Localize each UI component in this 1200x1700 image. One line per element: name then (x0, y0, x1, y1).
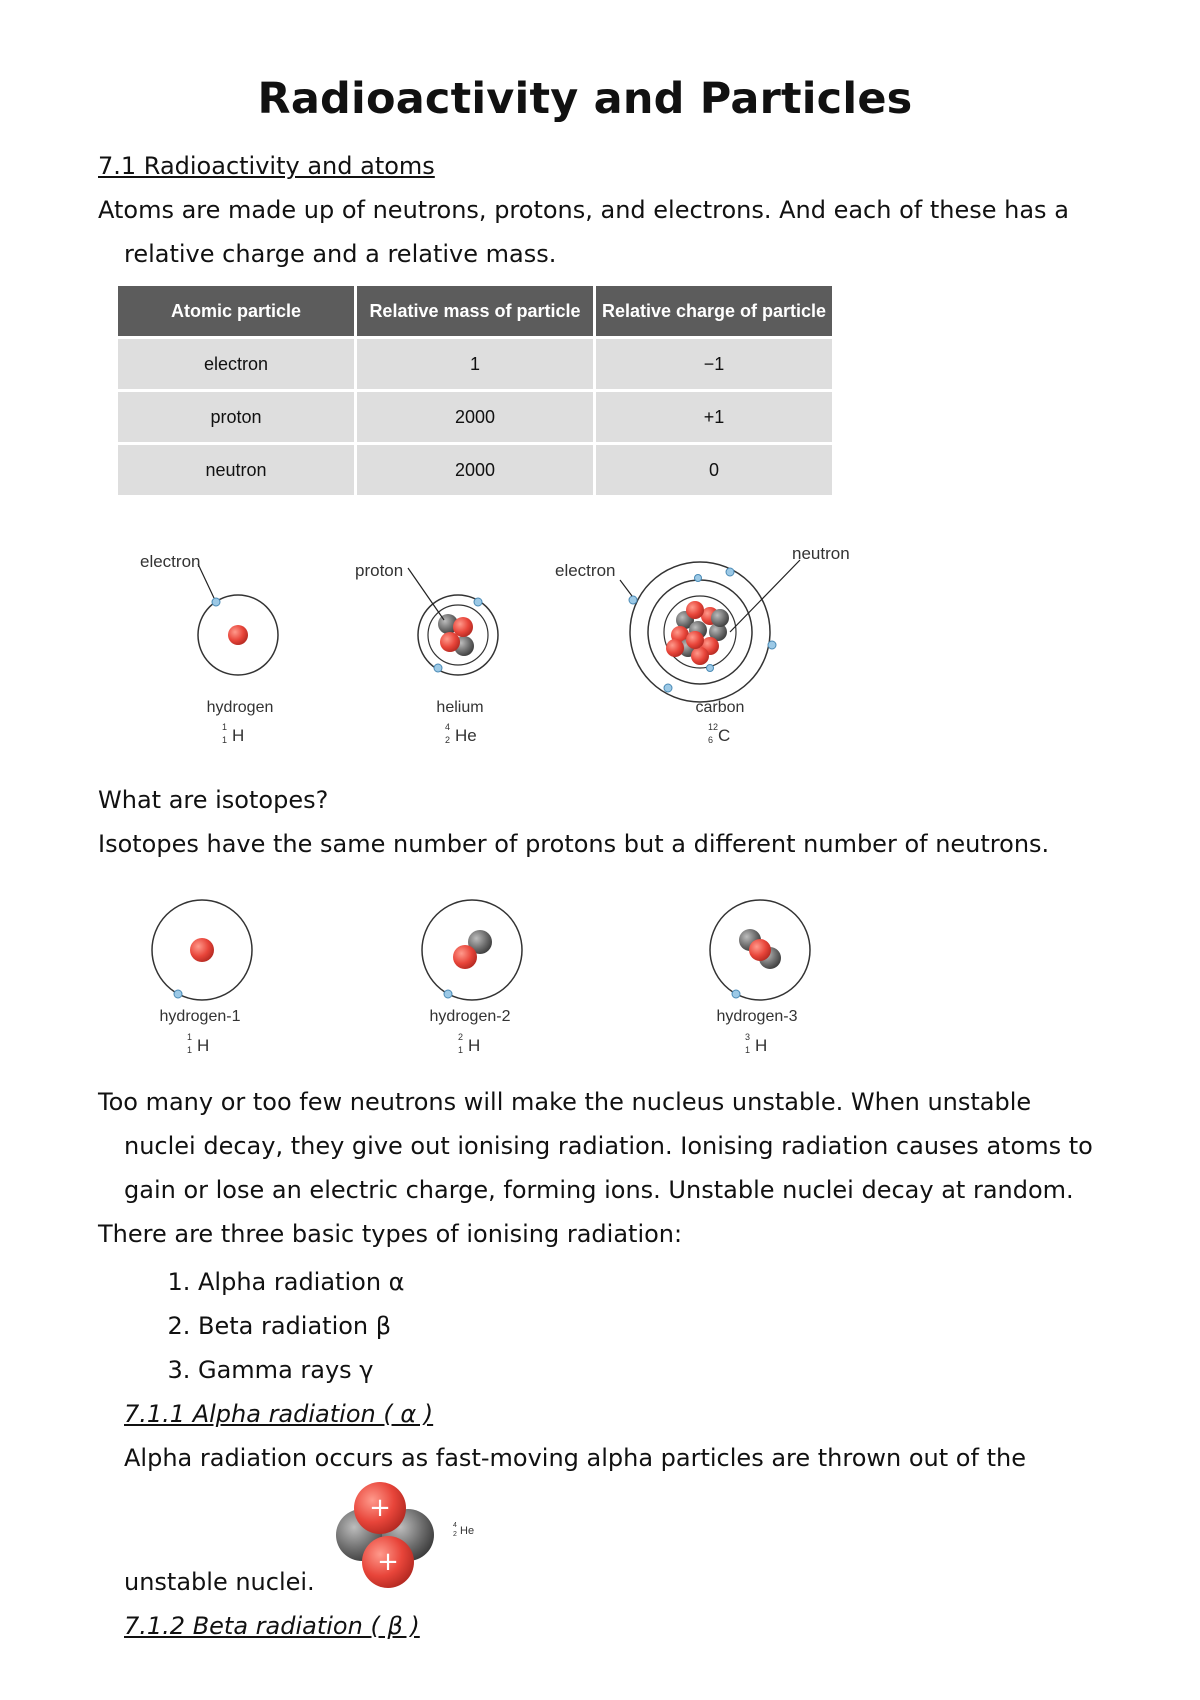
element-symbol: He (455, 726, 477, 745)
atomic-number: 6 (708, 735, 714, 745)
table-cell: −1 (596, 339, 832, 389)
table-cell: 1 (357, 339, 593, 389)
svg-text:+: + (369, 1493, 391, 1523)
table-header-row (118, 286, 832, 336)
alpha-heading: 7.1.1 Alpha radiation ( α ) (124, 1400, 434, 1428)
isotopes-answer: Isotopes have the same number of protons but a different number of neutrons. (98, 830, 1050, 858)
decay-text-line-2: nuclei decay, they give out ionising radiation. Ionising radiation causes atoms to (124, 1132, 1093, 1160)
label-proton: proton (355, 561, 404, 580)
table-cell: neutron (118, 445, 354, 495)
element-symbol: H (755, 1036, 768, 1055)
beta-heading: 7.1.2 Beta radiation ( β ) (124, 1612, 420, 1640)
intro-text-line-1: Atoms are made up of neutrons, protons, and electrons. And each of these has a (98, 196, 1069, 224)
symbol-carbon (708, 722, 731, 746)
symbol-hydrogen-3 (745, 1032, 768, 1056)
atomic-number: 2 (445, 735, 451, 745)
hydrogen-3-atom (710, 900, 810, 1000)
atom-structure-diagram (120, 520, 880, 760)
section-heading: 7.1 Radioactivity and atoms (98, 152, 435, 180)
table-row (118, 339, 832, 389)
decay-text-line-1: Too many or too few neutrons will make the nucleus unstable. When unstable (98, 1088, 1032, 1116)
list-item: 3. Gamma rays γ (198, 1348, 404, 1392)
hydrogen-1-atom (152, 900, 252, 1000)
mass-number: 1 (187, 1032, 193, 1042)
table-cell: +1 (596, 392, 832, 442)
atomic-number: 1 (187, 1045, 193, 1055)
helium-atom (408, 568, 498, 675)
table-cell: 2000 (357, 445, 593, 495)
page-title: Radioactivity and Particles (257, 74, 913, 124)
isotope-name: hydrogen-3 (716, 1008, 798, 1025)
label-neutron: neutron (792, 544, 850, 563)
radiation-types-intro: There are three basic types of ionising radiation: (98, 1220, 683, 1248)
table-header: Relative charge of particle (596, 286, 832, 336)
alpha-text: Alpha radiation occurs as fast-moving alpha particles are thrown out of the (124, 1444, 1026, 1472)
atom-name-helium: helium (436, 699, 484, 716)
table-row (118, 445, 832, 495)
element-symbol: He (460, 1525, 475, 1537)
atom-name-hydrogen: hydrogen (206, 699, 274, 716)
symbol-hydrogen-2 (458, 1032, 481, 1056)
radiation-types-list (160, 1260, 404, 1392)
atomic-number: 1 (222, 735, 228, 745)
element-symbol: H (468, 1036, 481, 1055)
alpha-text-end: unstable nuclei. (124, 1568, 315, 1596)
table-row (118, 392, 832, 442)
list-item: 1. Alpha radiation α (198, 1260, 404, 1304)
mass-number: 4 (453, 1522, 457, 1529)
table-cell: 0 (596, 445, 832, 495)
label-electron: electron (555, 561, 616, 580)
carbon-atom (620, 560, 800, 702)
label-electron: electron (140, 552, 201, 571)
symbol-helium-alpha (453, 1519, 475, 1538)
mass-number: 12 (708, 722, 719, 732)
mass-number: 2 (458, 1032, 464, 1042)
table-cell: proton (118, 392, 354, 442)
atomic-number: 2 (453, 1531, 457, 1538)
element-symbol: C (718, 726, 731, 745)
hydrogen-2-atom (422, 900, 522, 1000)
hydrogen-atom (198, 564, 278, 675)
svg-text:+: + (377, 1547, 399, 1577)
symbol-helium (445, 722, 477, 746)
mass-number: 3 (745, 1032, 751, 1042)
mass-number: 4 (445, 722, 451, 732)
element-symbol: H (197, 1036, 210, 1055)
mass-number: 1 (222, 722, 228, 732)
table-cell: electron (118, 339, 354, 389)
table-header: Atomic particle (118, 286, 354, 336)
alpha-particle-diagram (330, 1480, 450, 1600)
table-header: Relative mass of particle (357, 286, 593, 336)
element-symbol: H (232, 726, 245, 745)
atom-name-carbon: carbon (695, 699, 745, 716)
symbol-hydrogen-1 (187, 1032, 210, 1056)
isotopes-diagram (140, 885, 840, 1015)
intro-text-line-2: relative charge and a relative mass. (124, 240, 557, 268)
atomic-number: 1 (745, 1045, 751, 1055)
table-cell: 2000 (357, 392, 593, 442)
isotopes-question: What are isotopes? (98, 786, 329, 814)
particle-table (115, 283, 835, 498)
list-item: 2. Beta radiation β (198, 1304, 404, 1348)
symbol-hydrogen (222, 722, 245, 746)
decay-text-line-3: gain or lose an electric charge, forming ions. Unstable nuclei decay at random. (124, 1176, 1074, 1204)
isotope-name: hydrogen-1 (159, 1008, 241, 1025)
atomic-number: 1 (458, 1045, 464, 1055)
isotope-name: hydrogen-2 (429, 1008, 511, 1025)
